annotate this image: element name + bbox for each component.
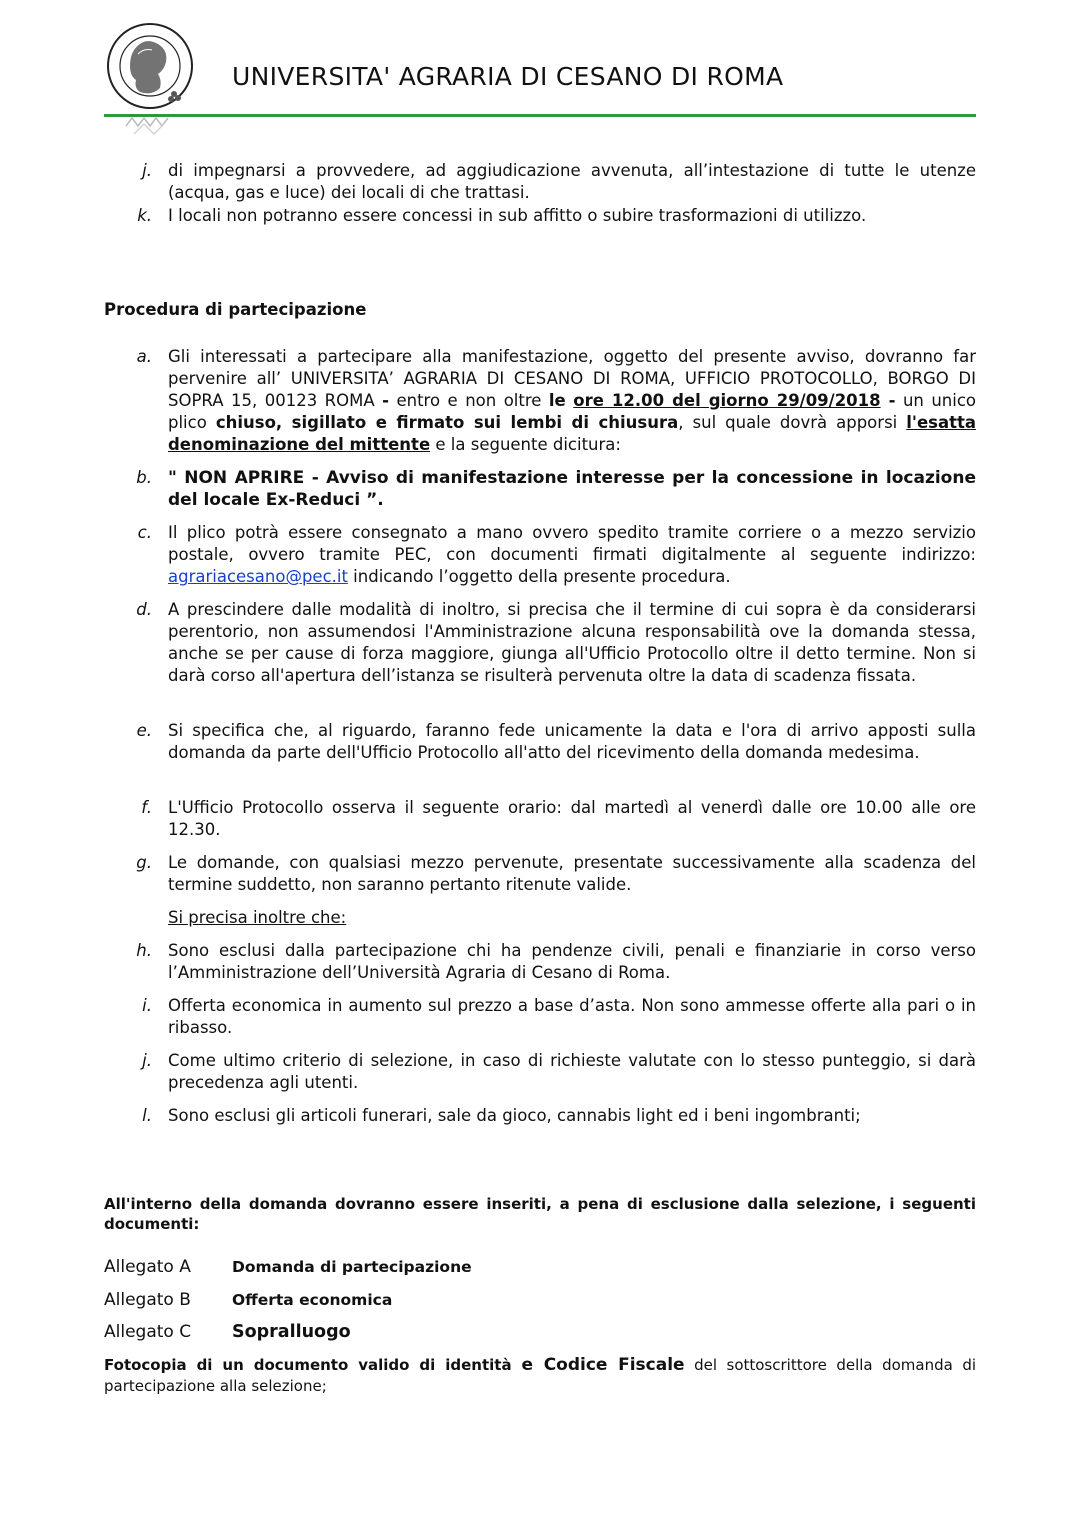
list-label: g. bbox=[136, 853, 152, 872]
list-item-text: I locali non potranno essere concessi in sub affitto o subire trasformazioni di utilizzo. bbox=[168, 206, 867, 225]
list-label: i. bbox=[142, 996, 152, 1015]
item-c-text: Il plico potrà essere consegnato a mano ovvero spedito tramite corriere o a mezzo servizio postale, ovvero tramite PEC, con documenti firmati digitalmente al seguente indirizzo: agrariacesano@pec.it indicando l’oggetto della presente procedura. bbox=[168, 523, 976, 586]
item-d-text: A prescindere dalle modalità di inoltro, si precisa che il termine di cui sopra è da considerarsi perentorio, non assumendosi l'Amministrazione alcuna responsabilità ove la domanda stessa, anche se per cause di forza maggiore, giunga all'Ufficio Protocollo oltre il detto termine. Non si darà corso all'apertura dell’istanza se risulterà pervenuta oltre la data di scadenza fissata. bbox=[168, 600, 976, 685]
list-label: f. bbox=[141, 798, 152, 817]
documents-intro: All'interno della domanda dovranno essere inseriti, a pena di esclusione dalla selezione, i seguenti documenti: bbox=[104, 1195, 976, 1233]
pec-email-link[interactable]: agrariacesano@pec.it bbox=[168, 567, 348, 586]
item-i-text: Offerta economica in aumento sul prezzo a base d’asta. Non sono ammesse offerte alla pari o in ribasso. bbox=[168, 996, 976, 1037]
precisa-note: Si precisa inoltre che: bbox=[168, 908, 347, 927]
list-label: d. bbox=[136, 600, 152, 619]
allegato-value: Sopralluogo bbox=[232, 1322, 351, 1342]
item-j2-text: Come ultimo criterio di selezione, in caso di richieste valutate con lo stesso punteggio, si darà precedenza agli utenti. bbox=[168, 1051, 976, 1092]
list-label: e. bbox=[136, 721, 152, 740]
final-note: Fotocopia di un documento valido di identità e Codice Fiscale del sottoscrittore della domanda di partecipazione alla selezione; bbox=[104, 1355, 977, 1395]
item-l-text: Sono esclusi gli articoli funerari, sale da gioco, cannabis light ed i beni ingombranti; bbox=[168, 1106, 861, 1125]
list-label: c. bbox=[137, 523, 152, 542]
list-label: a. bbox=[136, 347, 152, 366]
header-divider bbox=[104, 114, 976, 117]
item-f-text: L'Ufficio Protocollo osserva il seguente orario: dal martedì al venerdì dalle ore 10.00 alle ore 12.30. bbox=[168, 798, 976, 839]
organization-title: UNIVERSITA' AGRARIA DI CESANO DI ROMA bbox=[232, 62, 784, 91]
university-seal-logo bbox=[104, 14, 200, 142]
allegato-label: Allegato B bbox=[104, 1290, 191, 1310]
allegato-value: Domanda di partecipazione bbox=[232, 1258, 472, 1276]
allegato-label: Allegato A bbox=[104, 1257, 191, 1277]
allegato-label: Allegato C bbox=[104, 1322, 192, 1342]
list-label: j. bbox=[142, 1051, 152, 1070]
list-label: b. bbox=[136, 468, 152, 487]
list-label: k. bbox=[137, 206, 152, 225]
item-h-text: Sono esclusi dalla partecipazione chi ha pendenze civili, penali e finanziarie in corso verso l’Amministrazione dell’Università Agraria di Cesano di Roma. bbox=[168, 941, 976, 982]
list-label: j. bbox=[142, 161, 152, 180]
section-heading: Procedura di partecipazione bbox=[104, 300, 367, 319]
list-item-text: di impegnarsi a provvedere, ad aggiudicazione avvenuta, all’intestazione di tutte le utenze (acqua, gas e luce) dei locali di che trattasi. bbox=[168, 161, 976, 202]
list-label: l. bbox=[142, 1106, 152, 1125]
item-e-text: Si specifica che, al riguardo, faranno fede unicamente la data e l'ora di arrivo apposti sulla domanda da parte dell'Ufficio Protocollo all'atto del ricevimento della domanda medesima. bbox=[168, 721, 976, 762]
allegato-value: Offerta economica bbox=[232, 1291, 393, 1309]
list-label: h. bbox=[136, 941, 152, 960]
item-g-text: Le domande, con qualsiasi mezzo pervenute, presentate successivamente alla scadenza del termine suddetto, non saranno pertanto ritenute valide. bbox=[168, 853, 976, 894]
item-a-text: Gli interessati a partecipare alla manifestazione, oggetto del presente avviso, dovranno far pervenire all’ UNIVERSITA’ AGRARIA DI CESANO DI ROMA, UFFICIO PROTOCOLLO, BORGO DI SOPRA 15, 00123 ROMA - entro e non oltre le ore 12.00 del giorno 29/09/2018 - un unico plico chiuso, sigillato e firmato sui lembi di chiusura, sul quale dovrà apporsi l'esatta denominazione del mittente e la seguente dicitura: bbox=[168, 347, 977, 454]
item-b-text: " NON APRIRE - Avviso di manifestazione interesse per la concessione in locazione del locale Ex-Reduci ”. bbox=[168, 468, 976, 510]
